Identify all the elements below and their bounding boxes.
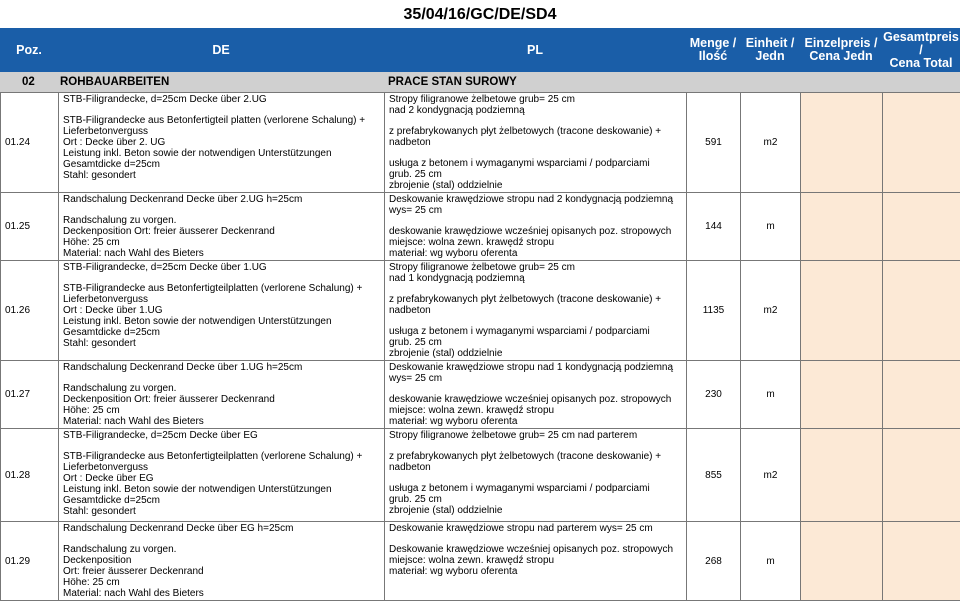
description-line: Ort : Decke über 2. UG	[63, 137, 166, 148]
description-line: Stahl: gesondert	[63, 506, 136, 517]
description-line: Stahl: gesondert	[63, 170, 136, 181]
description-line: Randschalung zu vorgen.	[63, 215, 177, 226]
table-row	[1, 361, 960, 429]
description-line: nad 2 kondygnacją podziemną	[389, 105, 525, 116]
description-line: deskowanie krawędziowe wcześniej opisanych poz. stropowych	[389, 394, 672, 405]
description-line	[63, 373, 380, 383]
section-title-de: ROHBAUARBEITEN	[60, 76, 170, 88]
description-line: nadbeton	[389, 462, 431, 473]
description-line: Ort : Decke über 1.UG	[63, 305, 163, 316]
unit-price-cell	[801, 93, 883, 193]
description-line: Gesamtdicke d=25cm	[63, 327, 160, 338]
position-number: 01.29	[1, 522, 59, 601]
description-line	[389, 441, 682, 451]
description-line	[63, 105, 380, 115]
unit-price-cell	[801, 429, 883, 522]
table-row	[1, 522, 960, 601]
description-line: materiał: wg wyboru oferenta	[389, 248, 518, 259]
description-line: Leistung inkl. Beton sowie der notwendigen Unterstützungen	[63, 484, 332, 495]
header-total-price: Gesamtpreis / Cena Total	[883, 29, 959, 70]
description-line: STB-Filigrandecke aus Betonfertigteil platten (verlorene Schalung) +	[63, 115, 366, 126]
unit-cell: m2	[741, 429, 801, 522]
description-line	[389, 534, 682, 544]
header-pl: PL	[527, 42, 543, 57]
table-row	[1, 193, 960, 261]
description-line: wys= 25 cm	[389, 205, 443, 216]
description-line: Lieferbetonverguss	[63, 462, 149, 473]
unit-cell: m	[741, 193, 801, 261]
description-line	[63, 534, 380, 544]
description-line: Randschalung zu vorgen.	[63, 544, 177, 555]
description-line: deskowanie krawędziowe wcześniej opisanych poz. stropowych	[389, 226, 672, 237]
description-line: Stropy filigranowe żelbetowe grub= 25 cm	[389, 262, 575, 273]
total-price-cell	[883, 361, 960, 429]
description-line: Stahl: gesondert	[63, 338, 136, 349]
description-line: Randschalung Deckenrand Decke über EG h=25cm	[63, 523, 294, 534]
description-line: Randschalung Deckenrand Decke über 2.UG h=25cm	[63, 194, 303, 205]
unit-price-cell	[801, 261, 883, 361]
description-line: Stropy filigranowe żelbetowe grub= 25 cm	[389, 94, 575, 105]
quantity-cell: 855	[687, 429, 741, 522]
description-line: usługa z betonem i wymaganymi wsparciami / podparciami	[389, 483, 650, 494]
position-number: 01.27	[1, 361, 59, 429]
description-line	[389, 384, 682, 394]
description-line: Ort: freier äusserer Deckenrand	[63, 566, 204, 577]
position-number: 01.28	[1, 429, 59, 522]
unit-cell: m	[741, 361, 801, 429]
description-line	[389, 148, 682, 158]
description-pl	[385, 361, 687, 429]
description-line: STB-Filigrandecke aus Betonfertigteilplatten (verlorene Schalung) +	[63, 283, 363, 294]
quantity-cell: 591	[687, 93, 741, 193]
description-de	[59, 93, 385, 193]
description-line: grub. 25 cm	[389, 494, 442, 505]
header-qty: Menge / Ilość	[689, 36, 737, 63]
description-line: nadbeton	[389, 305, 431, 316]
description-line: STB-Filigrandecke, d=25cm Decke über EG	[63, 430, 258, 441]
description-line: STB-Filigrandecke, d=25cm Decke über 2.UG	[63, 94, 267, 105]
section-code: 02	[22, 76, 35, 88]
position-number: 01.24	[1, 93, 59, 193]
description-line	[389, 116, 682, 126]
table-row	[1, 93, 960, 193]
description-line: miejsce: wolna zewn. krawędź stropu	[389, 555, 555, 566]
description-line: z prefabrykowanych płyt żelbetowych (tracone deskowanie) +	[389, 451, 662, 462]
quantity-cell: 1135	[687, 261, 741, 361]
description-line: miejsce: wolna zewn. krawędź stropu	[389, 405, 555, 416]
description-line: zbrojenie (stal) oddzielnie	[389, 348, 503, 359]
description-line: Deskowanie krawędziowe stropu nad 1 kondygnacją podziemną	[389, 362, 674, 373]
description-line	[389, 316, 682, 326]
description-de	[59, 522, 385, 601]
description-line	[63, 273, 380, 283]
description-line: usługa z betonem i wymaganymi wsparciami / podparciami	[389, 158, 650, 169]
quantity-cell: 268	[687, 522, 741, 601]
unit-cell: m	[741, 522, 801, 601]
description-line	[389, 284, 682, 294]
description-line: nadbeton	[389, 137, 431, 148]
position-number: 01.25	[1, 193, 59, 261]
description-line: Randschalung zu vorgen.	[63, 383, 177, 394]
description-line: STB-Filigrandecke aus Betonfertigteilplatten (verlorene Schalung) +	[63, 451, 363, 462]
description-line: z prefabrykowanych płyt żelbetowych (tracone deskowanie) +	[389, 126, 662, 137]
unit-cell: m2	[741, 261, 801, 361]
description-line: Höhe: 25 cm	[63, 237, 120, 248]
header-de: DE	[212, 42, 230, 57]
description-line: Deskowanie krawędziowe wcześniej opisanych poz. stropowych	[389, 544, 674, 555]
description-line: Material: nach Wahl des Bieters	[63, 248, 204, 259]
description-line: materiał: wg wyboru oferenta	[389, 416, 518, 427]
unit-cell: m2	[741, 93, 801, 193]
unit-price-cell	[801, 361, 883, 429]
description-de	[59, 361, 385, 429]
description-line: Material: nach Wahl des Bieters	[63, 588, 204, 599]
quantity-cell: 144	[687, 193, 741, 261]
positions-table	[0, 92, 960, 601]
header-pos: Poz.	[16, 42, 42, 57]
unit-price-cell	[801, 522, 883, 601]
position-number: 01.26	[1, 261, 59, 361]
description-line: Material: nach Wahl des Bieters	[63, 416, 204, 427]
description-line: z prefabrykowanych płyt żelbetowych (tracone deskowanie) +	[389, 294, 662, 305]
description-pl	[385, 429, 687, 522]
description-line: zbrojenie (stal) oddzielnie	[389, 180, 503, 191]
total-price-cell	[883, 429, 960, 522]
description-line: Ort : Decke über EG	[63, 473, 154, 484]
table-row	[1, 261, 960, 361]
description-line: Randschalung Deckenrand Decke über 1.UG h=25cm	[63, 362, 303, 373]
description-line: wys= 25 cm	[389, 373, 443, 384]
header-unit-price: Einzelpreis / Cena Jedn	[804, 36, 878, 63]
section-row	[0, 72, 960, 92]
description-line: Deckenposition Ort: freier äusserer Deckenrand	[63, 226, 275, 237]
description-line: Gesamtdicke d=25cm	[63, 495, 160, 506]
description-line: zbrojenie (stal) oddzielnie	[389, 505, 503, 516]
description-line: Stropy filigranowe żelbetowe grub= 25 cm nad parterem	[389, 430, 638, 441]
description-line: Lieferbetonverguss	[63, 294, 149, 305]
table-header	[0, 28, 960, 72]
total-price-cell	[883, 193, 960, 261]
total-price-cell	[883, 522, 960, 601]
description-line: nad 1 kondygnacją podziemną	[389, 273, 525, 284]
description-line: Höhe: 25 cm	[63, 577, 120, 588]
header-unit: Einheit / Jedn	[745, 36, 795, 63]
description-line	[63, 205, 380, 215]
description-line	[389, 216, 682, 226]
description-line: materiał: wg wyboru oferenta	[389, 566, 518, 577]
total-price-cell	[883, 261, 960, 361]
description-line: Leistung inkl. Beton sowie der notwendigen Unterstützungen	[63, 148, 332, 159]
description-de	[59, 261, 385, 361]
description-line: Lieferbetonverguss	[63, 126, 149, 137]
description-line: Deckenposition Ort: freier äusserer Deckenrand	[63, 394, 275, 405]
description-pl	[385, 522, 687, 601]
description-line: Leistung inkl. Beton sowie der notwendigen Unterstützungen	[63, 316, 332, 327]
description-line: Höhe: 25 cm	[63, 405, 120, 416]
section-title-pl: PRACE STAN SUROWY	[388, 76, 517, 88]
description-line	[63, 441, 380, 451]
description-line: STB-Filigrandecke, d=25cm Decke über 1.UG	[63, 262, 267, 273]
description-line: miejsce: wolna zewn. krawędź stropu	[389, 237, 555, 248]
description-pl	[385, 261, 687, 361]
description-pl	[385, 193, 687, 261]
table-row	[1, 429, 960, 522]
description-line: grub. 25 cm	[389, 337, 442, 348]
description-line: Gesamtdicke d=25cm	[63, 159, 160, 170]
description-line: Deckenposition	[63, 555, 132, 566]
description-line: Deskowanie krawędziowe stropu nad parterem wys= 25 cm	[389, 523, 653, 534]
unit-price-cell	[801, 193, 883, 261]
quantity-cell: 230	[687, 361, 741, 429]
description-line: Deskowanie krawędziowe stropu nad 2 kondygnacją podziemną	[389, 194, 674, 205]
description-pl	[385, 93, 687, 193]
total-price-cell	[883, 93, 960, 193]
description-line	[389, 473, 682, 483]
description-de	[59, 193, 385, 261]
description-de	[59, 429, 385, 522]
description-line: grub. 25 cm	[389, 169, 442, 180]
document-title: 35/04/16/GC/DE/SD4	[403, 6, 557, 23]
description-line: usługa z betonem i wymaganymi wsparciami / podparciami	[389, 326, 650, 337]
